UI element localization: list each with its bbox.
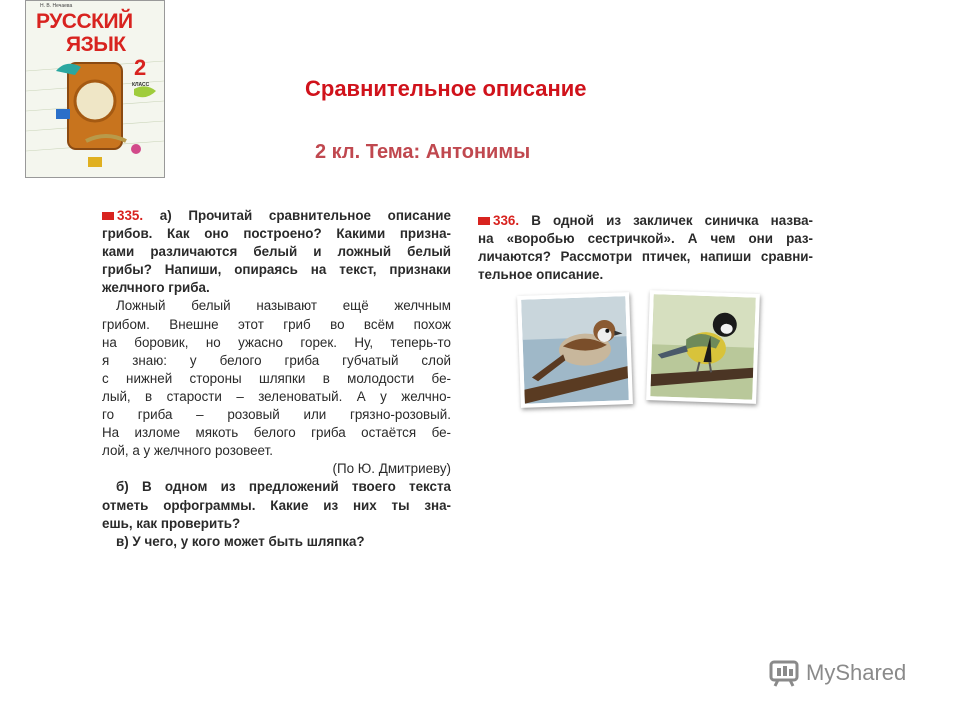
slide-subtitle: 2 кл. Тема: Антонимы [315, 141, 531, 163]
text-line: я знаю: у белого гриба губчатый слой [102, 352, 451, 368]
task-b-line: отметь орфограммы. Какие из них ты зна- [102, 497, 451, 513]
slide-title: Сравнительное описание [305, 76, 587, 101]
exercise-marker-icon [478, 217, 490, 225]
task-text: а) Прочитай сравнительное описание [159, 208, 451, 223]
task-b-line: б) В одном из предложений твоего текста [116, 479, 451, 495]
exercise-335-line: желчного гриба. [102, 280, 210, 296]
exercise-number: 335. [117, 208, 144, 223]
text-source: (По Ю. Дмитриеву) [332, 461, 451, 477]
exercise-marker-icon [102, 212, 114, 220]
exercise-336-line: на «воробью сестричкой». А чем они раз- [478, 231, 813, 247]
myshared-logo-icon [768, 658, 802, 688]
exercise-336-line: тельное описание. [478, 267, 604, 283]
exercise-335-line [102, 207, 451, 225]
myshared-watermark [768, 658, 906, 688]
exercise-336 [478, 212, 813, 284]
cover-grade-label: КЛАСС [132, 82, 150, 88]
cover-author: Н. В. Нечаева [40, 3, 73, 9]
cover-title-line1: РУССКИЙ [36, 10, 133, 33]
exercise-336-line [478, 212, 813, 230]
text-line: лый, в старости – зеленоватый. А у желчно- [102, 388, 451, 404]
sparrow-photo [517, 292, 633, 408]
titmouse-image [650, 294, 755, 399]
task-text: В одной из закличек синичка назва- [531, 213, 813, 228]
text-line: лой, а у желчного розовеет. [102, 443, 273, 459]
exercise-335 [102, 207, 451, 551]
exercise-335-line: грибы? Напиши, опираясь на текст, признаки [102, 262, 451, 278]
text-line: с нижней стороны шляпки в молодости бе- [102, 370, 451, 386]
text-line: На изломе мякоть белого гриба остаётся бе- [102, 425, 451, 441]
exercise-335-line: грибов. Как оно построено? Какими призна- [102, 226, 451, 242]
text-line: на боровик, но ужасно горек. Ну, теперь-то [102, 334, 451, 350]
exercise-number: 336. [493, 213, 520, 228]
sparrow-image [521, 296, 629, 404]
cover-grade: 2 [134, 55, 147, 80]
titmouse-photo [646, 290, 760, 404]
watermark-text: MyShared [806, 660, 907, 685]
task-c-line: в) У чего, у кого может быть шляпка? [116, 533, 365, 549]
exercise-335-line: ками различаются белый и ложный белый [102, 244, 451, 260]
textbook-cover [25, 0, 165, 178]
exercise-336-line: личаются? Рассмотри птичек, напиши сравни- [478, 249, 813, 265]
text-line: грибом. Внешне этот гриб во всём похож [102, 316, 451, 332]
task-b-line: ешь, как проверить? [102, 515, 241, 531]
cover-title-line2: ЯЗЫК [66, 33, 126, 56]
text-line: Ложный белый называют ещё желчным [116, 298, 451, 314]
text-line: го гриба – розовый или грязно-розовый. [102, 407, 451, 423]
